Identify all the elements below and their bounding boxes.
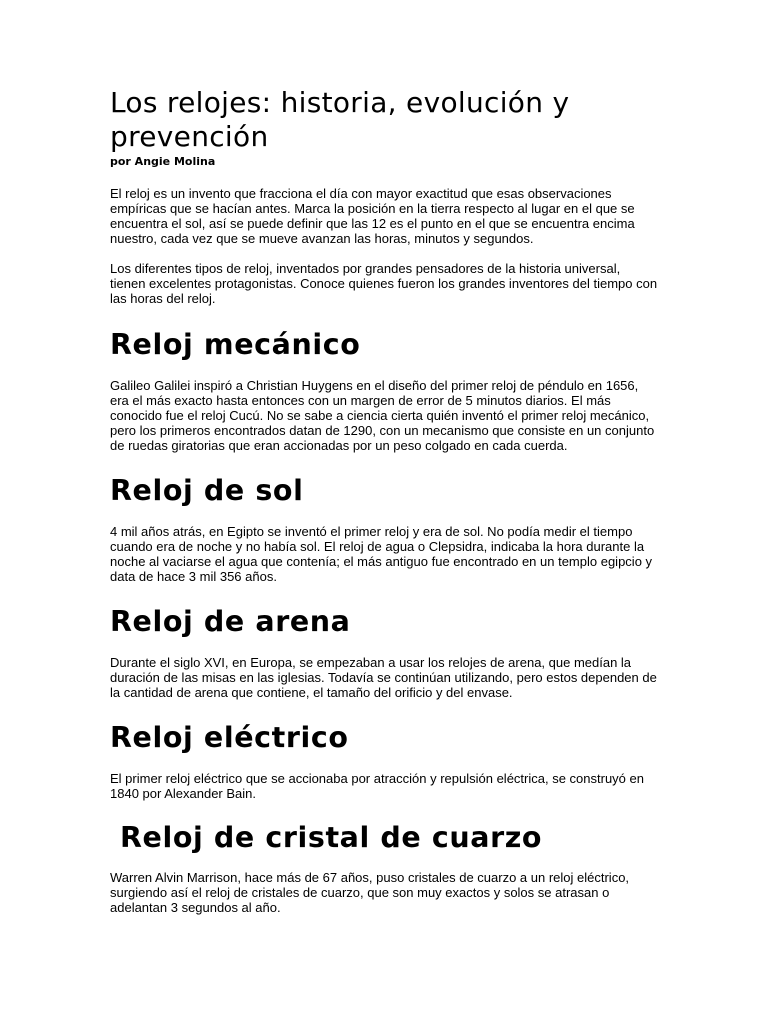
author-byline: por Angie Molina bbox=[110, 155, 216, 168]
section-heading-reloj-electrico: Reloj eléctrico bbox=[110, 721, 349, 754]
document-title: Los relojes: historia, evolución y prevención bbox=[110, 86, 570, 153]
section-heading-reloj-mecanico: Reloj mecánico bbox=[110, 328, 361, 361]
section-body-reloj-de-sol: 4 mil años atrás, en Egipto se inventó el primer reloj y era de sol. No podía medir el tiempo cuando era de noche y no había sol. El reloj de agua o Clepsidra, indicaba la hora durante la noche al vaciarse el agua que contenía; el más antiguo fue encontrado en un templo egipcio y data de hace 3 mil 356 años. bbox=[110, 524, 653, 584]
document-page bbox=[110, 86, 658, 915]
intro-paragraph-1: El reloj es un invento que fracciona el día con mayor exactitud que esas observaciones empíricas que se hacían antes. Marca la posición en la tierra respecto al lugar en el que se encuentra el sol, así se puede definir que las 12 es el punto en el que se encuentra encima nuestro, cada vez que se mueve avanzan las horas, minutos y segundos. bbox=[110, 186, 635, 246]
section-body-reloj-de-cristal-de-cuarzo: Warren Alvin Marrison, hace más de 67 años, puso cristales de cuarzo a un reloj eléctrico, surgiendo así el reloj de cristales de cuarzo, que son muy exactos y solos se atrasan o adelantan 3 segundos al año. bbox=[110, 870, 630, 915]
section-body-reloj-de-arena: Durante el siglo XVI, en Europa, se empezaban a usar los relojes de arena, que medían la duración de las misas en las iglesias. Todavía se continúan utilizando, pero estos dependen de la cantidad de arena que contiene, el tamaño del orificio y del envase. bbox=[110, 655, 657, 700]
intro-paragraph-2: Los diferentes tipos de reloj, inventados por grandes pensadores de la historia universal, tienen excelentes protagonistas. Conoce quienes fueron los grandes inventores del tiempo con las horas del reloj. bbox=[110, 261, 658, 306]
section-heading-reloj-de-arena: Reloj de arena bbox=[110, 605, 351, 638]
section-heading-reloj-de-cristal-de-cuarzo: Reloj de cristal de cuarzo bbox=[120, 821, 543, 854]
section-body-reloj-mecanico: Galileo Galilei inspiró a Christian Huygens en el diseño del primer reloj de péndulo en 1656, era el más exacto hasta entonces con un margen de error de 5 minutos diarios. El más conocido fue el reloj Cucú. No se sabe a ciencia cierta quién inventó el primer reloj mecánico, pero los primeros encontrados datan de 1290, con un mecanismo que consiste en un conjunto de ruedas giratorias que eran accionadas por un peso colgado en cada cuerda. bbox=[110, 378, 655, 453]
section-heading-reloj-de-sol: Reloj de sol bbox=[110, 474, 304, 507]
section-body-reloj-electrico: El primer reloj eléctrico que se accionaba por atracción y repulsión eléctrica, se construyó en 1840 por Alexander Bain. bbox=[110, 771, 644, 801]
